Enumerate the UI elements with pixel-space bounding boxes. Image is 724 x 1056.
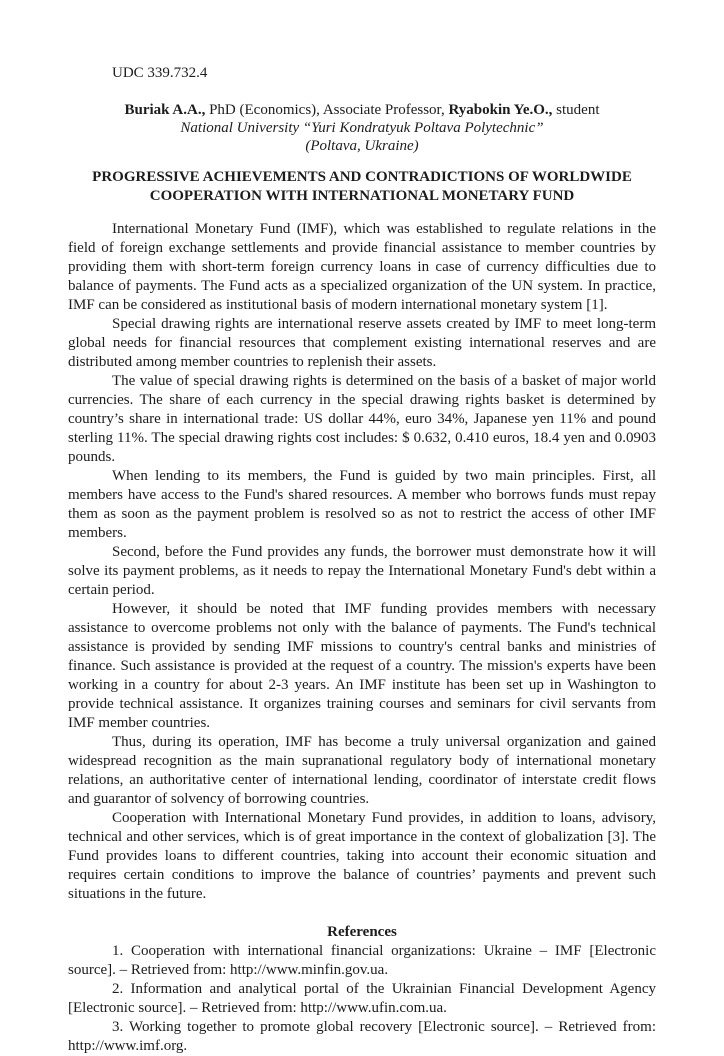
paragraph-8: Cooperation with International Monetary Fund provides, in addition to loans, advisory, technical and other services, which is of great importance in the context of globalization [3]. The Fund provides loans to different countries, taking into account their economic situation and requires certain conditions to improve the balance of countries’ payments and prevent such situations in the future. xyxy=(68,810,656,902)
author-name-1: Buriak A.A., xyxy=(124,102,206,118)
authors-line xyxy=(68,101,656,119)
paragraph-7: Thus, during its operation, IMF has become a truly universal organization and gained widespread recognition as the main supranational regulatory body of international monetary relations, an authoritative center of international lending, coordinator of interstate credit flows and guarantor of solvency of borrowing countries. xyxy=(68,734,656,807)
paragraph-4: When lending to its members, the Fund is guided by two main principles. First, all members have access to the Fund's shared resources. A member who borrows funds must repay them as soon as the payment problem is resolved so as not to restrict the access of other IMF members. xyxy=(68,468,656,541)
references-list xyxy=(68,942,656,1056)
paragraph-5: Second, before the Fund provides any funds, the borrower must demonstrate how it will solve its payment problems, as it needs to repay the International Monetary Fund's debt within a certain period. xyxy=(68,544,656,598)
reference-item-2: 2. Information and analytical portal of the Ukrainian Financial Development Agency [Electronic source]. – Retrieved from: http://www.ufin.com.ua. xyxy=(68,981,656,1016)
udc-code: UDC 339.732.4 xyxy=(112,65,208,81)
location: (Poltava, Ukraine) xyxy=(305,138,419,154)
paragraph-6: However, it should be noted that IMF funding provides members with necessary assistance to overcome problems not only with the balance of payments. The Fund's technical assistance is provided by sending IMF missions to country's central banks and ministries of finance. Such assistance is provided at the request of a country. The mission's experts have been working in a country for about 2-3 years. An IMF institute has been set up in Washington to provide technical assistance. It organizes training courses and seminars for civil servants from IMF member countries. xyxy=(68,601,656,731)
byline-block xyxy=(68,101,656,155)
paragraph-1: International Monetary Fund (IMF), which was established to regulate relations in the field of foreign exchange settlements and provide financial assistance to member countries by providing them with short-term foreign currency loans in case of currency difficulties due to balance of payments. The Fund acts as a specialized organization of the UN system. In practice, IMF can be considered as institutional basis of modern international monetary system [1]. xyxy=(68,221,656,313)
body-text xyxy=(68,220,656,904)
reference-item-3: 3. Working together to promote global recovery [Electronic source]. – Retrieved from: http://www.imf.org. xyxy=(68,1019,656,1054)
author-role-2: student xyxy=(552,102,600,118)
paragraph-3: The value of special drawing rights is determined on the basis of a basket of major world currencies. The share of each currency in the special drawing rights basket is determined by country’s share in international trade: US dollar 44%, euro 34%, Japanese yen 11% and pound sterling 11%. The special drawing rights cost includes: $ 0.632, 0.410 euros, 18.4 yen and 0.0903 pounds. xyxy=(68,373,656,465)
author-role-1: PhD (Economics), Associate Professor, xyxy=(205,102,449,118)
references-heading: References xyxy=(327,924,397,940)
author-name-2: Ryabokin Ye.O., xyxy=(448,102,553,118)
affiliation: National University “Yuri Kondratyuk Poltava Polytechnic” xyxy=(180,120,544,136)
paragraph-2: Special drawing rights are international reserve assets created by IMF to meet long-term global needs for financial resources that complement existing international reserves and are distributed among member countries to replenish their assets. xyxy=(68,316,656,370)
paper-title: PROGRESSIVE ACHIEVEMENTS AND CONTRADICTIONS OF WORLDWIDE COOPERATION WITH INTERNATIONAL MONETARY FUND xyxy=(92,169,632,204)
reference-item-1: 1. Cooperation with international financial organizations: Ukraine – IMF [Electronic source]. – Retrieved from: http://www.minfin.gov.ua. xyxy=(68,943,656,978)
